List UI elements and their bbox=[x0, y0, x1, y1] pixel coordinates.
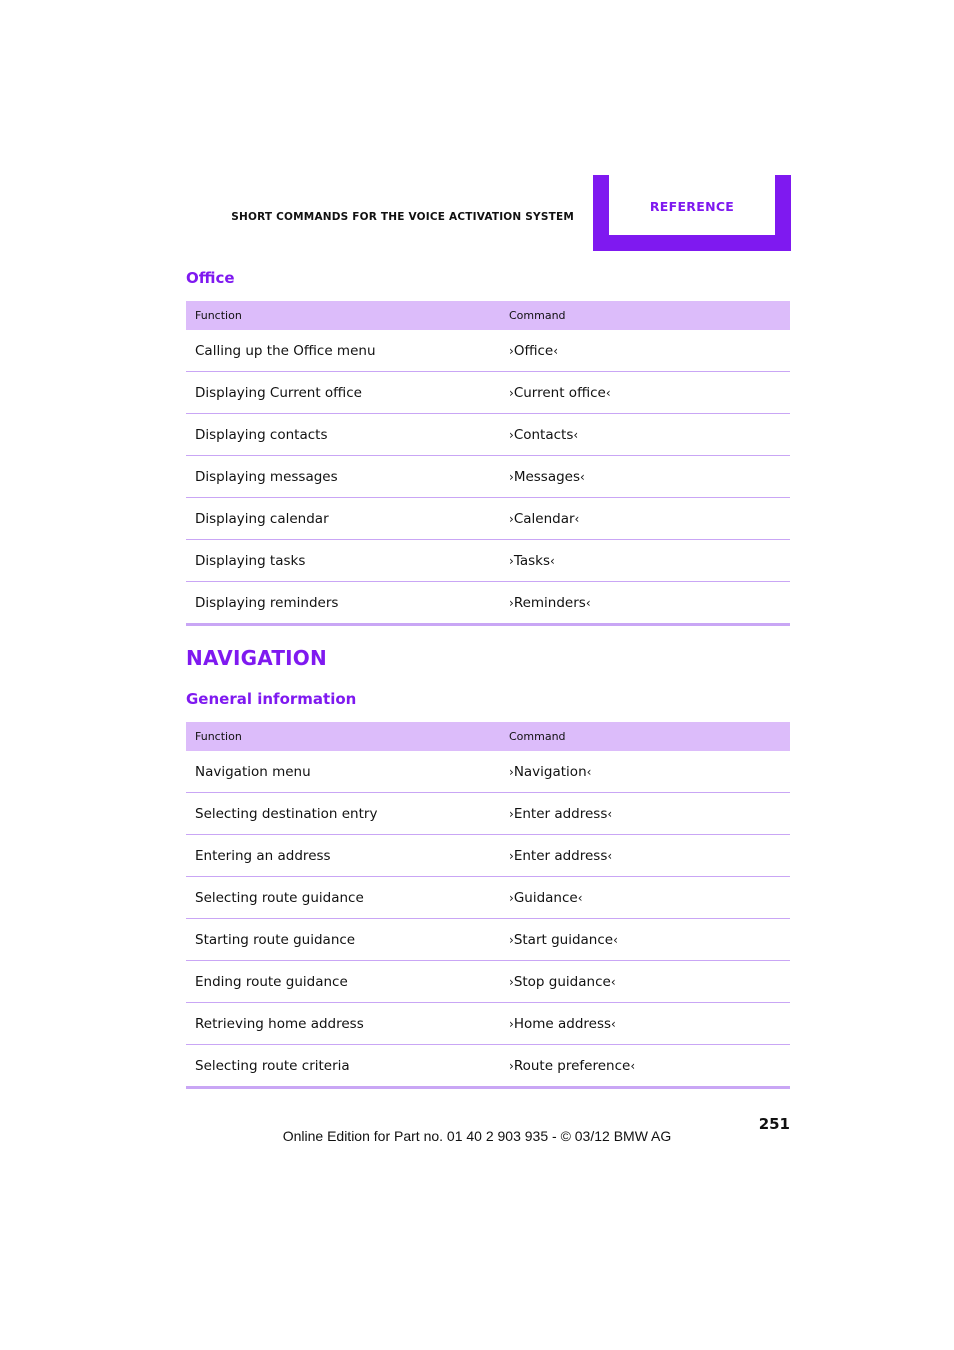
function-cell: Displaying contacts bbox=[186, 414, 499, 456]
command-text: Navigation bbox=[513, 763, 587, 780]
command-close-mark: ‹ bbox=[630, 1058, 636, 1073]
command-close-mark: ‹ bbox=[574, 511, 580, 526]
command-open-mark: › bbox=[509, 343, 514, 358]
function-cell: Displaying reminders bbox=[186, 582, 499, 625]
command-close-mark: ‹ bbox=[549, 553, 555, 568]
table-row bbox=[186, 1045, 790, 1088]
page-number: 251 bbox=[758, 1115, 790, 1133]
command-open-mark: › bbox=[509, 553, 514, 568]
function-cell: Retrieving home address bbox=[186, 1003, 499, 1045]
function-cell: Displaying tasks bbox=[186, 540, 499, 582]
command-cell bbox=[499, 877, 790, 919]
command-close-mark: ‹ bbox=[577, 890, 583, 905]
function-cell: Selecting route criteria bbox=[186, 1045, 499, 1088]
command-open-mark: › bbox=[509, 890, 514, 905]
command-cell bbox=[499, 1003, 790, 1045]
command-close-mark: ‹ bbox=[580, 469, 585, 484]
command-text: Office bbox=[513, 342, 554, 359]
command-cell bbox=[499, 330, 790, 372]
command-open-mark: › bbox=[509, 1058, 514, 1073]
command-text: Tasks bbox=[513, 552, 550, 569]
section-tab-inner bbox=[609, 175, 775, 235]
command-cell bbox=[499, 835, 790, 877]
function-cell: Displaying messages bbox=[186, 456, 499, 498]
command-close-mark: ‹ bbox=[613, 932, 618, 947]
table-row bbox=[186, 540, 790, 582]
table-row bbox=[186, 793, 790, 835]
command-cell bbox=[499, 414, 790, 456]
command-open-mark: › bbox=[509, 1016, 514, 1031]
command-text: Enter address bbox=[513, 805, 608, 822]
command-cell bbox=[499, 1045, 790, 1088]
column-header-command: Command bbox=[499, 722, 790, 751]
command-text: Route preference bbox=[513, 1057, 631, 1074]
table-row bbox=[186, 414, 790, 456]
command-text: Stop guidance bbox=[513, 973, 611, 990]
general-information-heading: General information bbox=[186, 690, 357, 708]
function-cell: Selecting destination entry bbox=[186, 793, 499, 835]
command-close-mark: ‹ bbox=[611, 1016, 616, 1031]
office-heading: Office bbox=[186, 269, 235, 287]
table-row bbox=[186, 330, 790, 372]
command-close-mark: ‹ bbox=[605, 385, 611, 400]
command-cell bbox=[499, 498, 790, 540]
table-row bbox=[186, 456, 790, 498]
command-close-mark: ‹ bbox=[585, 595, 591, 610]
command-cell bbox=[499, 456, 790, 498]
command-text: Start guidance bbox=[513, 931, 614, 948]
table-row bbox=[186, 582, 790, 625]
running-header-title: SHORT COMMANDS FOR THE VOICE ACTIVATION SYSTEM bbox=[231, 211, 574, 223]
function-cell: Starting route guidance bbox=[186, 919, 499, 961]
table-header-row bbox=[186, 722, 790, 751]
command-text: Current office bbox=[513, 384, 606, 401]
command-open-mark: › bbox=[509, 427, 514, 442]
table-row bbox=[186, 961, 790, 1003]
command-close-mark: ‹ bbox=[607, 806, 613, 821]
footer-edition-note: Online Edition for Part no. 01 40 2 903 935 - © 03/12 BMW AG bbox=[282, 1128, 672, 1144]
command-open-mark: › bbox=[509, 848, 514, 863]
command-open-mark: › bbox=[509, 974, 514, 989]
command-text: Reminders bbox=[513, 594, 586, 611]
navigation-command-table bbox=[186, 722, 790, 1089]
table-row bbox=[186, 498, 790, 540]
command-close-mark: ‹ bbox=[586, 764, 592, 779]
command-open-mark: › bbox=[509, 764, 514, 779]
table-header-row bbox=[186, 301, 790, 330]
command-close-mark: ‹ bbox=[553, 343, 559, 358]
command-cell bbox=[499, 540, 790, 582]
command-text: Contacts bbox=[513, 426, 574, 443]
navigation-section-title: NAVIGATION bbox=[186, 646, 327, 670]
function-cell: Ending route guidance bbox=[186, 961, 499, 1003]
command-text: Enter address bbox=[513, 847, 608, 864]
function-cell: Displaying Current office bbox=[186, 372, 499, 414]
command-cell bbox=[499, 372, 790, 414]
command-close-mark: ‹ bbox=[573, 427, 579, 442]
column-header-command: Command bbox=[499, 301, 790, 330]
command-text: Guidance bbox=[513, 889, 578, 906]
command-cell bbox=[499, 582, 790, 625]
column-header-function: Function bbox=[186, 301, 499, 330]
command-close-mark: ‹ bbox=[607, 848, 613, 863]
function-cell: Calling up the Office menu bbox=[186, 330, 499, 372]
command-cell bbox=[499, 961, 790, 1003]
function-cell: Selecting route guidance bbox=[186, 877, 499, 919]
section-tab-label: REFERENCE bbox=[649, 198, 735, 214]
section-tab bbox=[593, 175, 791, 251]
command-open-mark: › bbox=[509, 806, 514, 821]
command-cell bbox=[499, 793, 790, 835]
table-row bbox=[186, 919, 790, 961]
table-row bbox=[186, 877, 790, 919]
function-cell: Displaying calendar bbox=[186, 498, 499, 540]
column-header-function: Function bbox=[186, 722, 499, 751]
command-text: Calendar bbox=[513, 510, 575, 527]
office-command-table bbox=[186, 301, 790, 626]
command-cell bbox=[499, 751, 790, 793]
function-cell: Navigation menu bbox=[186, 751, 499, 793]
command-open-mark: › bbox=[509, 932, 514, 947]
table-row bbox=[186, 372, 790, 414]
command-text: Home address bbox=[513, 1015, 612, 1032]
command-open-mark: › bbox=[509, 385, 514, 400]
command-text: Messages bbox=[513, 468, 581, 485]
command-open-mark: › bbox=[509, 511, 514, 526]
table-row bbox=[186, 751, 790, 793]
command-close-mark: ‹ bbox=[610, 974, 616, 989]
function-cell: Entering an address bbox=[186, 835, 499, 877]
command-open-mark: › bbox=[509, 595, 514, 610]
command-cell bbox=[499, 919, 790, 961]
command-open-mark: › bbox=[509, 469, 514, 484]
table-row bbox=[186, 835, 790, 877]
table-row bbox=[186, 1003, 790, 1045]
